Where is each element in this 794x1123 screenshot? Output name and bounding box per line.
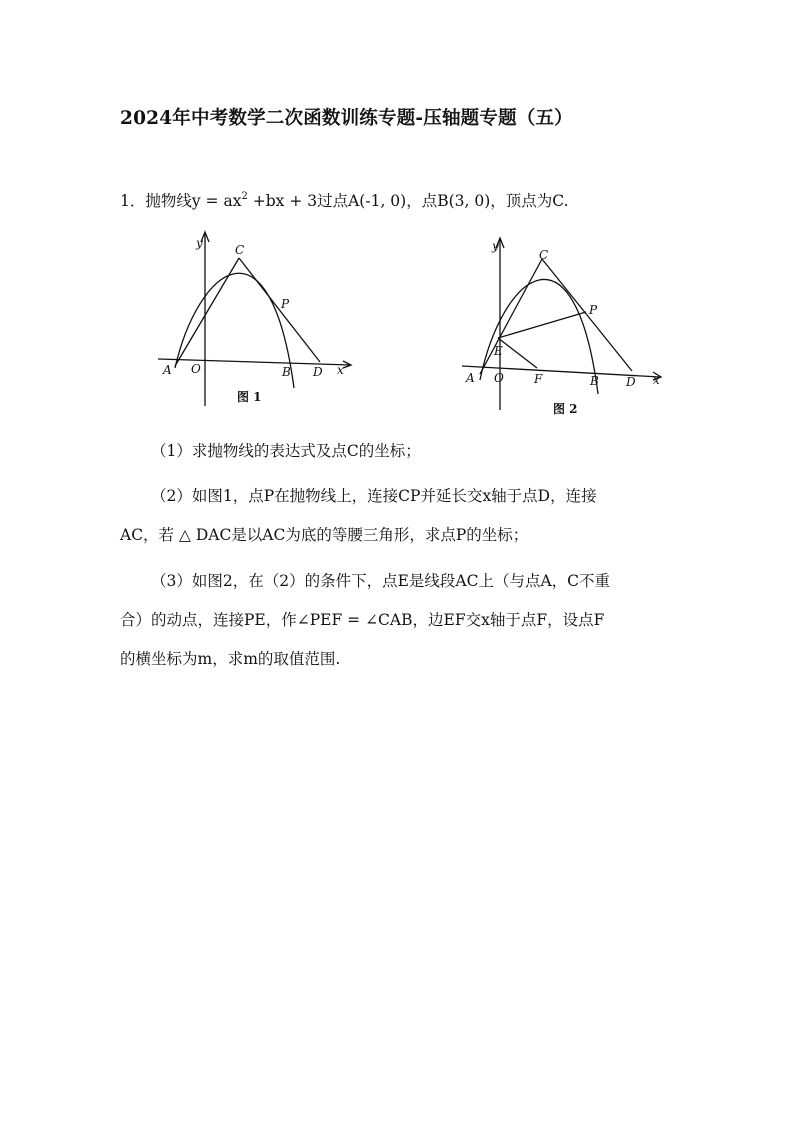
label-b: B (282, 365, 291, 379)
part-2-line-2: AC，若 △ DAC是以AC为底的等腰三角形，求点P的坐标； (120, 526, 529, 544)
document-title: 2024年中考数学二次函数训练专题-压轴题专题（五） (120, 108, 573, 129)
segment-cd (542, 259, 632, 371)
part-3-line-1: （3）如图2，在（2）的条件下，点E是线段AC上（与点A，C不重 (151, 572, 611, 590)
label-p: P (589, 303, 598, 317)
label-y: y (492, 239, 499, 253)
segment-cd (239, 258, 320, 362)
part-3-line-3: 的横坐标为m，求m的取值范围. (120, 650, 341, 668)
label-f: F (534, 372, 543, 386)
figure-1-caption: 图 1 (237, 390, 262, 404)
question-1-statement (120, 189, 569, 211)
figure-1 (150, 228, 360, 413)
figure-2-caption: 图 2 (553, 402, 578, 416)
label-a: A (466, 371, 475, 385)
label-y: y (196, 236, 203, 250)
part-2 (120, 477, 680, 555)
segment-ac (480, 259, 542, 374)
segment-ac (175, 258, 239, 366)
figure-2-graph (455, 232, 670, 422)
segment-ef (498, 338, 537, 368)
label-d: D (626, 375, 636, 389)
label-x: x (653, 373, 660, 387)
label-c: C (235, 243, 245, 257)
part-3 (120, 562, 680, 679)
label-a: A (163, 363, 172, 377)
question-1-prefix: 1．抛物线y = ax (120, 192, 242, 210)
label-b: B (590, 374, 599, 388)
part-1-text: （1）求抛物线的表达式及点C的坐标； (151, 442, 421, 460)
label-o: O (494, 371, 504, 385)
question-1-exponent: 2 (241, 191, 248, 202)
part-2-line-1: （2）如图1，点P在抛物线上，连接CP并延长交x轴于点D，连接 (151, 487, 597, 505)
label-x: x (337, 363, 344, 377)
part-1 (120, 432, 680, 471)
figure-1-graph (150, 228, 360, 413)
label-e: E (494, 344, 503, 358)
label-o: O (191, 362, 201, 376)
part-3-line-2: 合）的动点，连接PE，作∠PEF = ∠CAB，边EF交x轴于点F，设点F (120, 611, 605, 629)
label-p: P (281, 297, 290, 311)
label-c: C (539, 248, 549, 262)
figure-2 (455, 232, 670, 422)
label-d: D (313, 365, 323, 379)
question-1-suffix: +bx + 3过点A(-1, 0)，点B(3, 0)，顶点为C. (247, 192, 569, 210)
